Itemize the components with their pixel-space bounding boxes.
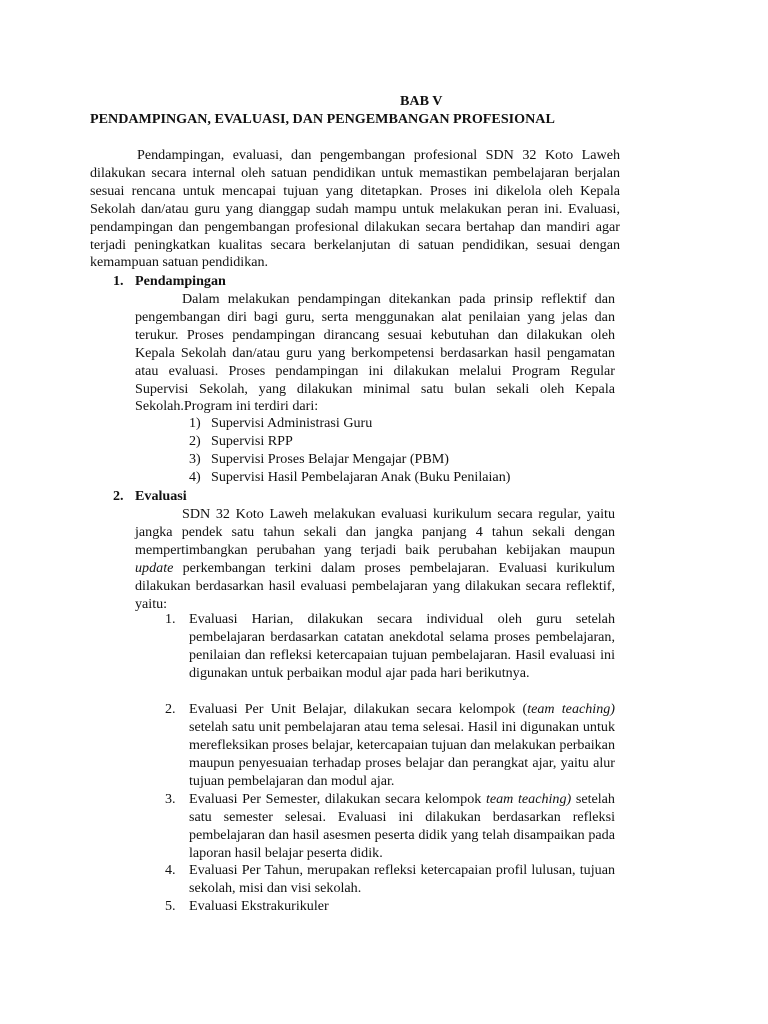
list-item-text: Supervisi RPP bbox=[211, 433, 293, 449]
list-item-text: Supervisi Proses Belajar Mengajar (PBM) bbox=[211, 451, 449, 467]
list-item-number: 1. bbox=[165, 611, 176, 627]
list-item-number: 1) bbox=[189, 415, 201, 431]
eval-item-5: Evaluasi Ekstrakurikuler bbox=[189, 898, 329, 914]
chapter-title: PENDAMPINGAN, EVALUASI, DAN PENGEMBANGAN PROFESIONAL bbox=[90, 111, 555, 127]
item-text: Evaluasi Per Unit Belajar, dilakukan secara kelompok ( bbox=[189, 701, 528, 717]
section-2-body bbox=[135, 506, 615, 613]
item-emphasis: team teaching) bbox=[527, 701, 615, 717]
section-1-body: Dalam melakukan pendampingan ditekankan pada prinsip reflektif dan pengembangan diri bagi guru, serta menggunakan alat penilaian yang jelas dan terukur. Proses pendampingan dirancang sesuai kebutuhan dan dilakukan oleh Kepala Sekolah dan/atau guru yang berkompetensi berdasarkan hasil pengamatan atau evaluasi. Proses pendampingan ini dilakukan melalui Program Regular Supervisi Sekolah, yang dilakukan minimal satu bulan sekali oleh Kepala Sekolah.Program ini terdiri dari: bbox=[135, 291, 615, 415]
section-1-number: 1. bbox=[113, 273, 124, 289]
item-text: Evaluasi Per Semester, dilakukan secara kelompok bbox=[189, 791, 486, 807]
eval-item-3 bbox=[189, 791, 615, 863]
item-text: setelah satu unit pembelajaran atau tema selesai. Hasil ini digunakan untuk merefleksikan proses belajar, ketercapaian tujuan dan melakukan perbaikan maupun penyesuaian terhadap proses belajar dan perangkat ajar, yaitu alur tujuan pembelajaran dan modul ajar. bbox=[189, 718, 615, 789]
supervisi-list bbox=[189, 415, 609, 487]
list-item bbox=[189, 469, 609, 487]
body-text: SDN 32 Koto Laweh melakukan evaluasi kurikulum secara regular, yaitu jangka pendek satu tahun sekali dan jangka panjang 4 tahun sekali dengan mempertimbangkan perubahan yang terjadi baik perubahan kebijakan maupun bbox=[135, 506, 615, 558]
body-emphasis: update bbox=[135, 559, 174, 576]
list-item-number: 3) bbox=[189, 451, 201, 467]
list-item bbox=[189, 433, 609, 451]
list-item-number: 3. bbox=[165, 791, 176, 807]
chapter-label: BAB V bbox=[400, 93, 443, 109]
list-item-number: 4) bbox=[189, 469, 201, 485]
eval-item-2 bbox=[189, 701, 615, 791]
intro-paragraph: Pendampingan, evaluasi, dan pengembangan profesional SDN 32 Koto Laweh dilakukan secara internal oleh satuan pendidikan untuk memastikan pembelajaran berjalan sesuai rencana untuk mencapai tujuan yang ditetapkan. Proses ini dikelola oleh Kepala Sekolah dan/atau guru yang dianggap sudah mampu untuk melakukan peran ini. Evaluasi, pendampingan dan pengembangan profesional dilakukan secara bertahap dan mandiri agar terjadi peningkatkan kualitas secara berkelanjutan di satuan pendidikan, sesuai dengan kemampuan satuan pendidikan. bbox=[90, 147, 620, 271]
list-item-number: 5. bbox=[165, 898, 176, 914]
section-1-heading: Pendampingan bbox=[135, 273, 226, 289]
eval-item-1: Evaluasi Harian, dilakukan secara individual oleh guru setelah pembelajaran berdasarkan catatan anekdotal selama proses pembelajaran, penilaian dan refleksi ketercapaian tujuan pembelajaran. Hasil evaluasi ini digunakan untuk perbaikan modul ajar pada hari berikutnya. bbox=[189, 611, 615, 681]
item-emphasis: team teaching) bbox=[485, 791, 572, 807]
section-2-heading: Evaluasi bbox=[135, 488, 187, 504]
list-item bbox=[189, 451, 609, 469]
body-text: perkembangan terkini dalam proses pembelajaran. Evaluasi kurikulum dilakukan berdasarkan hasil evaluasi pembelajaran yang dilakukan secara reflektif, yaitu: bbox=[135, 559, 615, 612]
eval-item-4: Evaluasi Per Tahun, merupakan refleksi ketercapaian profil lulusan, tujuan sekolah, misi dan visi sekolah. bbox=[189, 862, 615, 896]
list-item-text: Supervisi Hasil Pembelajaran Anak (Buku Penilaian) bbox=[211, 469, 511, 485]
list-item-number: 4. bbox=[165, 862, 176, 878]
list-item-text: Supervisi Administrasi Guru bbox=[211, 415, 373, 431]
list-item-number: 2. bbox=[165, 701, 176, 717]
item-text: setelah satu semester selesai. Evaluasi ini dilakukan berdasarkan refleksi pembelajaran dan hasil asesmen peserta didik yang telah disampaikan pada laporan hasil belajar peserta didik. bbox=[189, 791, 615, 861]
section-2-number: 2. bbox=[113, 488, 124, 504]
list-item-number: 2) bbox=[189, 433, 201, 449]
list-item bbox=[189, 415, 609, 433]
